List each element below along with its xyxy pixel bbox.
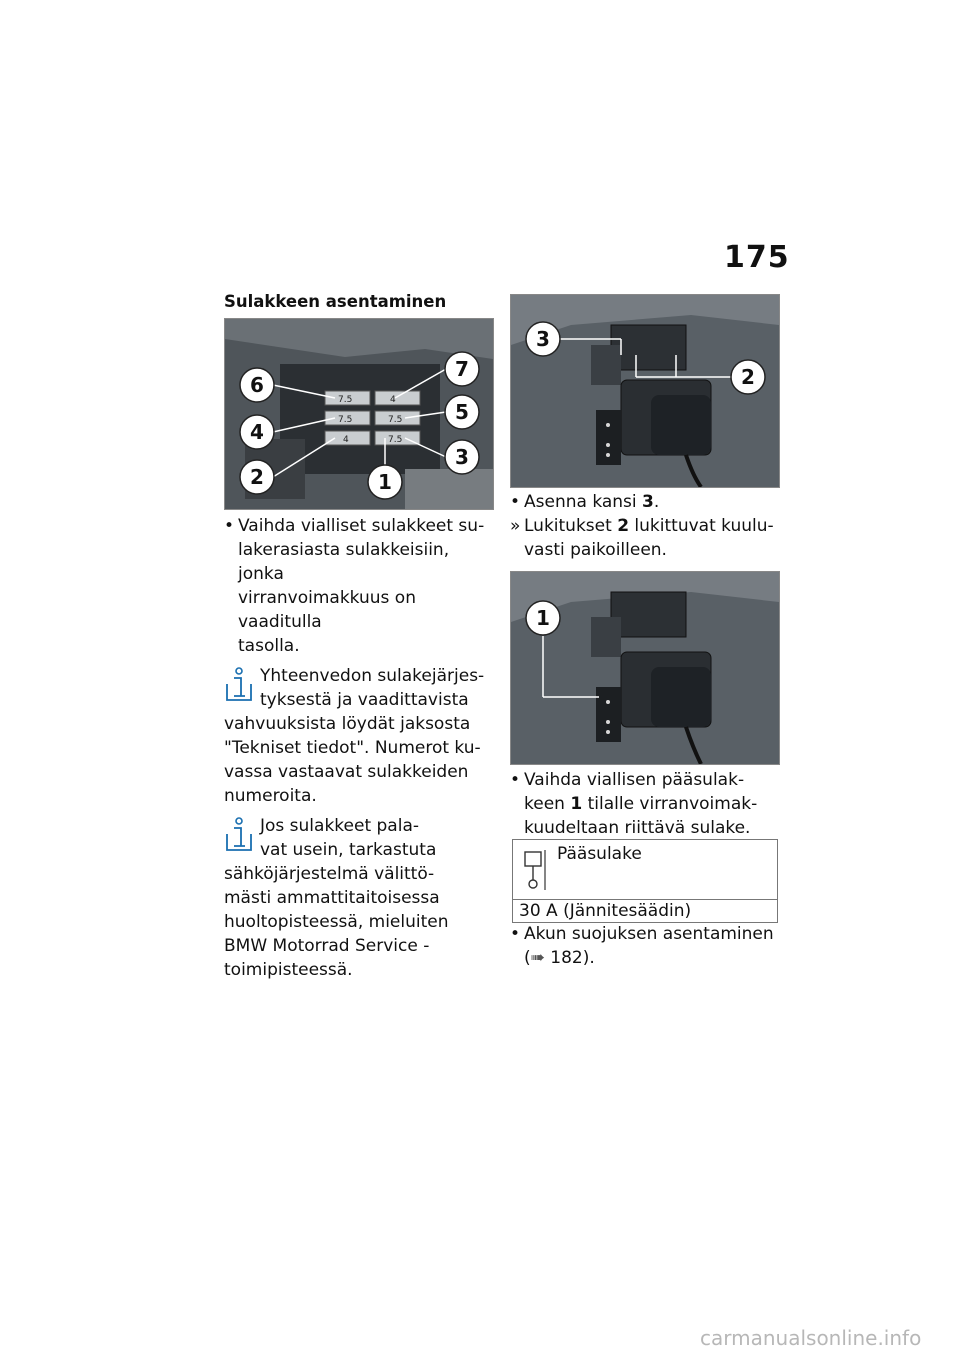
text-line: sähköjärjestelmä välittö- [224,864,435,884]
right-text-block-2 [510,768,780,840]
text-line: BMW Motorrad Service - [224,936,430,956]
text-span: ( [524,948,531,968]
bullet-mark: • [510,924,521,944]
table-value: 30 A (Jännitesäädin) [513,900,778,923]
callout-5: 5 [455,400,469,424]
text-line: vahvuuksista löydät jaksosta [224,714,471,734]
callout-1: 1 [378,470,392,494]
text-line: kuudeltaan riittävä sulake. [524,818,751,838]
text-line: "Tekniset tiedot". Numerot ku- [224,738,481,758]
text-span: keen [524,794,571,814]
text-line: huoltopisteessä, mieluiten [224,912,449,932]
callout-2: 2 [250,465,264,489]
reference-number: 1 [570,794,583,814]
callout-4: 4 [250,420,264,444]
text-span: 182). [544,948,595,968]
info-icon [224,666,254,702]
watermark: carmanualsonline.info [700,1326,922,1350]
fuse-label: 7.5 [338,395,353,405]
bullet-item [510,490,780,514]
info-icon [224,816,254,852]
left-column [224,514,494,982]
main-fuse-table [512,839,778,923]
fuse-label: 4 [390,395,396,405]
reference-number: 2 [617,516,630,536]
callout-7: 7 [455,357,469,381]
result-item [510,514,780,562]
text-span: Asenna kansi [524,492,643,512]
text-line: Yhteenvedon sulakejärjes- [260,666,485,686]
text-span: . [653,492,660,512]
right-text-block [510,490,780,562]
text-line: tasolla. [238,636,300,656]
text-line: numeroita. [224,786,317,806]
callout-1: 1 [536,606,550,630]
text-span: Lukitukset [524,516,618,536]
bullet-mark: • [510,770,521,790]
text-line: Vaihda viallisen pääsulak- [524,770,745,790]
fuse-label: 7.5 [338,415,353,425]
bullet-mark: • [510,492,521,512]
text-line: Akun suojuksen asentaminen [524,924,774,944]
bullet-item [510,922,780,970]
fuse-icon [523,846,547,897]
fuse-label: 7.5 [388,415,403,425]
table-header-cell [513,840,778,900]
right-text-block-3 [510,922,780,970]
callout-3: 3 [536,327,550,351]
table-header: Pääsulake [557,844,642,864]
result-mark: » [510,516,521,536]
text-line: vat usein, tarkastuta [260,840,437,860]
text-line: lakerasiasta sulakkeisiin, jonka [238,540,450,584]
text-line: toimipisteessä. [224,960,353,980]
bullet-mark: • [224,516,235,536]
text-line: virranvoimakkuus on vaaditulla [238,588,416,632]
text-line: Jos sulakkeet pala- [260,816,420,836]
text-line: vassa vastaavat sulakkeiden [224,762,469,782]
section-title: Sulakkeen asentaminen [224,292,447,311]
text-span: tilalle virranvoimak- [582,794,758,814]
callout-3: 3 [455,445,469,469]
callout-2: 2 [741,365,755,389]
fuse-label: 4 [343,435,349,445]
info-note [224,814,494,982]
fuse-box-photo [224,318,494,510]
text-line: Vaihda vialliset sulakkeet su- [238,516,485,536]
page-number: 175 [724,240,790,275]
page-reference-arrow-icon[interactable]: ➠ [530,948,545,968]
main-fuse-photo [510,571,780,765]
text-line: mästi ammattitaitoisessa [224,888,440,908]
fuse-label: 7.5 [388,435,403,445]
bullet-item [510,768,780,840]
text-line: vasti paikoilleen. [524,540,667,560]
text-line: tyksestä ja vaadittavista [260,690,469,710]
callout-6: 6 [250,373,264,397]
bullet-item [224,514,494,658]
info-note [224,664,494,808]
cover-photo [510,294,780,488]
reference-number: 3 [642,492,654,512]
text-span: lukittuvat kuulu- [629,516,774,536]
